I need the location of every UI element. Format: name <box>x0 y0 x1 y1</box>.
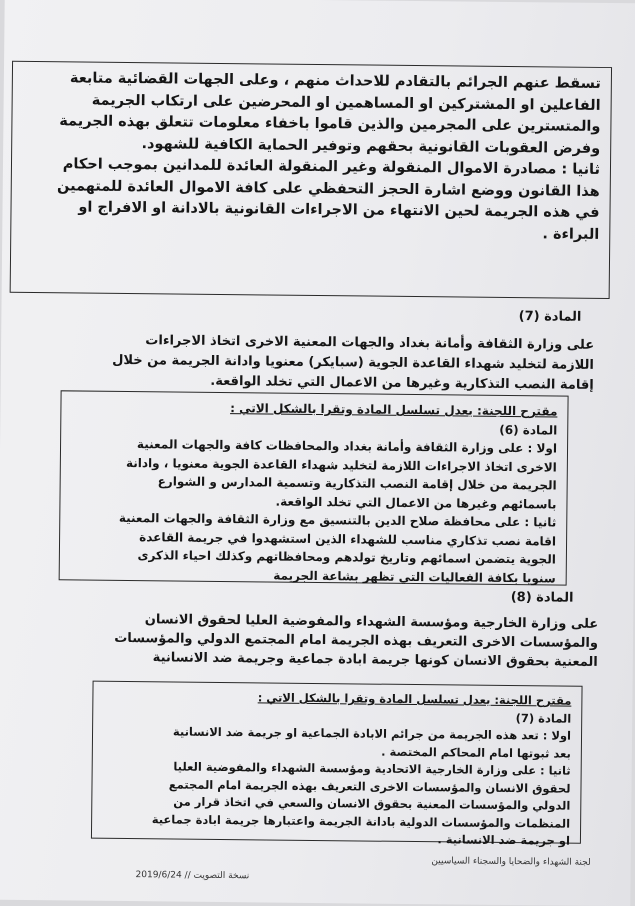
text-line: على وزارة الخارجية ومؤسسة الشهداء والمفوضية العليا لحقوق الانسان <box>144 612 599 632</box>
proposal2-box <box>91 681 583 848</box>
article7-heading: المادة (7) <box>518 309 582 325</box>
footer-date: 2019/6/24 <box>135 870 182 881</box>
text-line: لحقوق الانسان والمؤسسات الاخرى التعريف بهذه الجريمة امام المجتمع <box>168 776 571 796</box>
text-line: الجوية يتضمن اسمائهم وتاريخ تولدهم ومحافظاتهم وكذلك احياء الذكرى <box>137 548 556 567</box>
text-line: سنويا بكافة الفعاليات التي تظهر بشاعة الجريمة <box>273 568 556 586</box>
footer-separator: // <box>184 870 191 881</box>
text-line: في هذه الجريمة لحين الانتهاء من الاجراءات القانونية بالادانة او الافراج او <box>78 199 600 221</box>
text-line: والمؤسسات الاخرى التعريف بهذه الجريمة امام المجتمع الدولي والمؤسسات <box>114 630 599 651</box>
text-line: على وزارة الثقافة وأمانة بغداد والجهات المعنية الاخرى اتخاذ الاجراءات <box>145 333 595 353</box>
proposal1-article-label: المادة (6) <box>499 422 558 438</box>
text-line: تسقط عنهم الجرائم بالتقادم للاحداث منهم ، وعلى الجهات القضائية متابعة <box>69 70 601 92</box>
text-line: المنظمات والمؤسسات الدولية بادانة الجريمة واعتبارها جريمة ابادة جماعية <box>151 811 571 831</box>
text-line: والمتسترين على المجرمين والذين قاموا باخفاء معلومات تتعلق بهذه الجريمة <box>59 113 601 135</box>
text-line: ثانيا : على محافظة صلاح الدين بالتنسيق مع وزارة الثقافة والجهات المعنية <box>118 510 557 530</box>
article8-text <box>38 609 599 672</box>
proposal2-title: مقترح اللجنة: يعدل تسلسل المادة وتقرا بالشكل الاتي : <box>257 690 572 708</box>
text-line: الجريمة من خلال إقامة النصب التذكارية وتسمية المدارس و الشوارع <box>157 474 557 493</box>
section1-box <box>10 61 612 299</box>
text-line: اولا : على وزارة الثقافة وأمانة بغداد والمحافظات كافة والجهات المعنية <box>136 437 558 456</box>
text-line: ثانيا : مصادرة الاموال المنقولة وغير المنقولة العائدة للمدانين بموجب احكام <box>62 156 601 178</box>
text-line: هذا القانون ووضع اشارة الحجز التحفظي على كافة الاموال العائدة للمتهمين <box>56 177 600 200</box>
text-line: وفرض العقوبات القانونية بحقهم وتوفير الحماية الكافية للشهود. <box>141 135 601 157</box>
section1-text <box>21 68 601 246</box>
text-line: الاخرى اتخاذ الاجراءات اللازمة لتخليد شهداء القاعدة الجوية معنويا ، وادانة <box>125 455 557 475</box>
article7-text <box>39 330 595 396</box>
text-line: بعد ثبوتها امام المحاكم المختصة . <box>381 744 571 761</box>
text-line: إقامة النصب التذكارية وغيرها من الاعمال التي تخلد الواقعة. <box>210 373 594 393</box>
text-line: اقامة نصب تذكاري مناسب للشهداء الذين استشهدوا في جريمة القاعدة <box>139 529 557 549</box>
text-line: اولا : تعد هذه الجريمة من جرائم الابادة الجماعية او جريمة ضد الانسانية <box>172 724 572 743</box>
article8-heading: المادة (8) <box>510 590 574 606</box>
text-line: البراءة . <box>542 225 600 243</box>
text-line: الفاعلين او المشتركين او المساهمين او المحرضين على ارتكاب الجريمة <box>91 92 601 114</box>
proposal1-box <box>59 390 569 585</box>
text-line: ثانيا : على وزارة الخارجية الاتحادية ومؤسسة الشهداء والمفوضية العليا <box>173 759 571 778</box>
text-line: الدولي والمؤسسات المعنية بحقوق الانسان والسعي في اتخاذ قرار من <box>173 794 571 813</box>
text-line: اللازمة لتخليد شهداء القاعدة الجوية (سبايكر) معنويا وادانة الجريمة من خلال <box>112 352 594 373</box>
text-line: باسمائهم وغيرها من الاعمال التي تخلد الواقعة. <box>275 494 557 512</box>
proposal2-article-label: المادة (7) <box>515 710 572 726</box>
proposal1-title: مقترح اللجنة: يعدل تسلسل المادة وتقرا بالشكل الاتي : <box>230 401 558 419</box>
footer-version-line <box>136 870 250 881</box>
proposal1-text <box>70 397 558 587</box>
text-line: او جريمة ضد الانسانية . <box>437 832 571 848</box>
footer-committee: لجنة الشهداء والضحايا والسجناء السياسيين <box>431 856 591 868</box>
proposal2-text <box>102 688 572 850</box>
footer-version: نسخة التصويت <box>193 870 250 882</box>
text-line: المعنية بحقوق الانسان كونها جريمة ابادة جماعية وجريمة ضد الانسانية <box>152 650 598 670</box>
